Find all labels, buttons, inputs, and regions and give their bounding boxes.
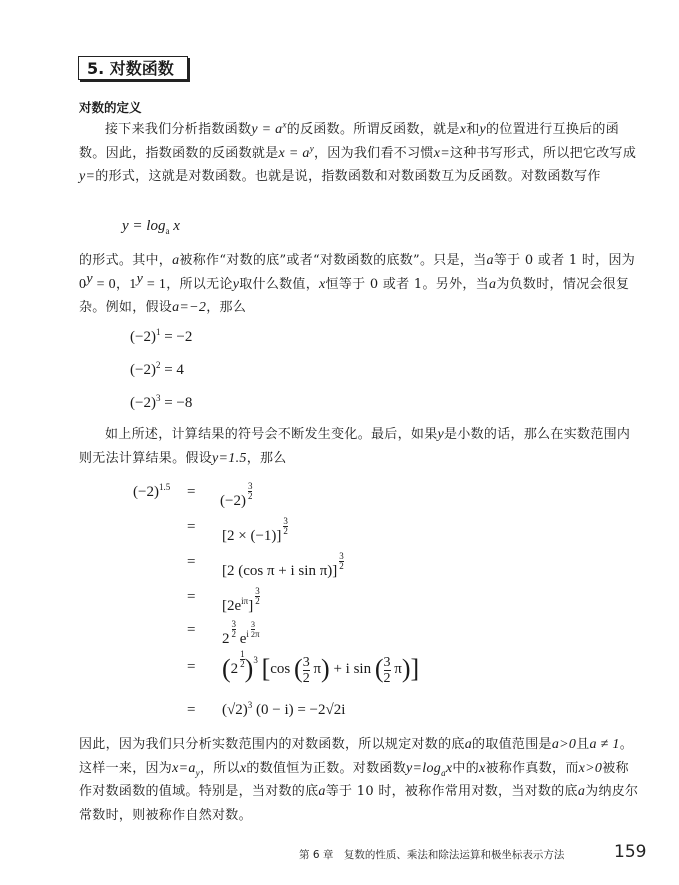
text: 的形式，这就是对数函数。也就是说，指数函数和对数函数互为反函数。对数函数写作	[95, 169, 601, 184]
text: 和	[466, 122, 480, 137]
math-inline: $x = a^y$	[278, 142, 314, 161]
log-formula: $y = \log_a x$	[122, 218, 180, 236]
derivation-step-5: 2 $\frac{3}{2}$ $e^i$ $\frac{3}{2}$ $^\pi$	[222, 619, 260, 647]
math-var: x	[459, 122, 467, 137]
math-var: y	[479, 122, 487, 137]
power-eq-1: $(-2)^1 = -2$	[130, 327, 193, 345]
footer-chapter: 第 6 章 复数的性质、乘法和除法运算和极坐标表示方法	[299, 849, 565, 861]
paragraph-1	[79, 118, 639, 189]
text: 接下来我们分析指数函数	[105, 122, 252, 137]
paragraph-2: 的形式。其中，a被称作“对数的底”或者“对数函数的底数”。只是，当a等于 0 或者 1 时，因为$0^y = 0$，$1^y = 1$，所以无论y取什么数值，x恒等于 0 或者 1。另外，当a为负数时，情况会很复杂。例如，假设a=−2，那么	[79, 253, 636, 315]
equals-sign: =	[187, 702, 196, 718]
section-title: 对数函数	[109, 59, 174, 78]
math-var: y=	[79, 169, 96, 184]
section-number: 5.	[87, 59, 105, 78]
text: 这种书写形式，所以把它改写成	[449, 145, 637, 161]
equals-sign: =	[187, 554, 196, 570]
power-eq-2: $(-2)^2 = 4$	[130, 360, 184, 378]
power-eq-3: $(-2)^3 = -8$	[130, 393, 193, 411]
page-number: 159	[614, 842, 647, 862]
paragraph-4: 因此，因为我们只分析实数范围内的对数函数，所以规定对数的底a的取值范围是a>0且a ≠ 1。这样一来，因为$x=a_y$，所以x的数值恒为正数。对数函数$y=\log_ax$中的x被称作真数，而x>0被称作对数函数的值域。特别是，当对数的底a等于 10 时，被称作常用对数，当对数的底a为纳皮尔常数时，则被称作自然对数。	[79, 737, 639, 823]
derivation-step-4: $[2e^{i\pi}]$ $\frac{3}{2}$	[222, 586, 260, 614]
derivation-step-3: [2 (cos π + i sin π)] $\frac{3}{2}$	[222, 551, 344, 579]
subheading: 对数的定义	[79, 100, 142, 115]
text: 的位置进行互换后的函数。因此，指数函数的反函数就是	[79, 122, 620, 161]
text: ，因为我们看不习惯	[313, 145, 434, 161]
text: 的反函数。所谓反函数，就是	[286, 122, 460, 137]
derivation-step-6: (2 $\frac{1}{2}$ )$^3$ [cos ( $\frac{3}{2}$ π) + i sin ( $\frac{3}{2}$ π)]	[222, 649, 420, 686]
equals-sign: =	[187, 484, 196, 500]
equals-sign: =	[187, 659, 196, 675]
equals-sign: =	[187, 519, 196, 535]
derivation-step-1: (−2) $\frac{3}{2}$	[220, 481, 253, 509]
math-var: x=	[433, 145, 450, 161]
math-inline: $y = a^x$	[251, 119, 287, 137]
equals-sign: =	[187, 622, 196, 638]
derivation-lhs: $(-2)^{1.5}$	[133, 482, 171, 500]
derivation-step-2: [2 × (−1)] $\frac{3}{2}$	[222, 516, 288, 544]
equals-sign: =	[187, 589, 196, 605]
section-heading	[78, 56, 188, 80]
paragraph-3: 如上所述，计算结果的符号会不断发生变化。最后，如果y是小数的话，那么在实数范围内则无法计算结果。假设y=1.5，那么	[79, 427, 631, 466]
derivation-step-7: $(√2)^3$ (0 − i) = −2√2i	[222, 700, 346, 718]
